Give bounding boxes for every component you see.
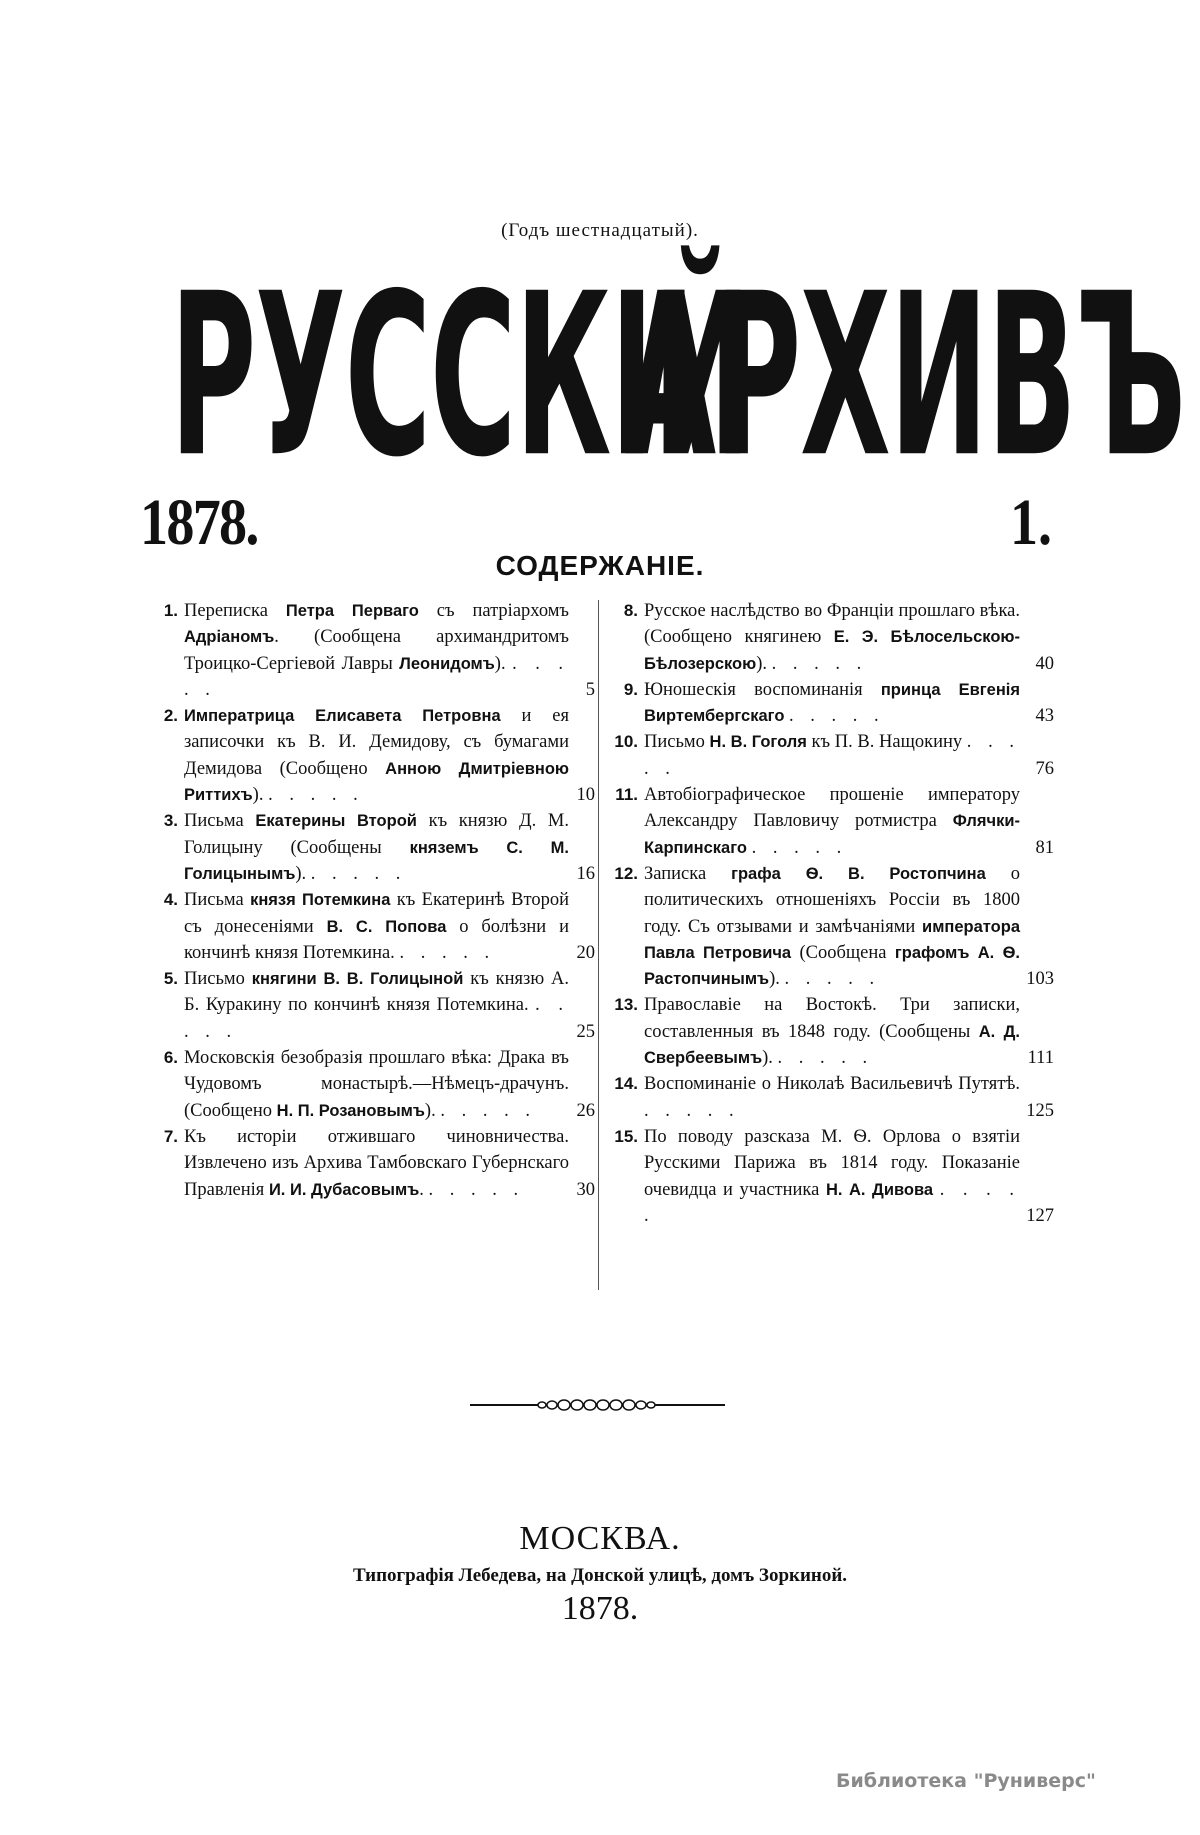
toc-entry xyxy=(150,703,595,808)
imprint-year: 1878. xyxy=(561,1590,639,1627)
toc-entry-page: 40 xyxy=(1035,653,1054,674)
toc-entry-page: 111 xyxy=(1027,1048,1054,1069)
toc-entry-title: Православіе на Востокѣ. Три записки, составленныя въ 1848 году. (Сообщены А. Д. Свербеевымъ). . . . . . xyxy=(644,995,1020,1069)
toc-entry xyxy=(150,1124,595,1203)
toc-entry-number: 5. xyxy=(163,969,178,989)
toc-entry-title: Юношескія воспоминанія принца Евгенія Виртембергскаго . . . . . xyxy=(644,679,1021,727)
masthead-word-1: РУССКІЙ xyxy=(170,245,751,507)
toc-entry-page: 20 xyxy=(576,942,595,963)
toc-entry-page: 81 xyxy=(1035,837,1054,858)
toc-entry xyxy=(606,1071,1054,1124)
toc-entry-number: 10. xyxy=(614,732,638,752)
ornament-divider xyxy=(470,1398,725,1412)
toc-entry xyxy=(606,677,1054,730)
toc-entry-page: 5 xyxy=(585,679,595,700)
toc-entry-number: 3. xyxy=(163,811,178,831)
toc-entry-title: Записка графа Ѳ. В. Ростопчина о политическихъ отношеніяхъ Россіи въ 1800 году. Съ отзывами и замѣчаніями императора Павла Петровича (Сообщена графомъ А. Ѳ. Растопчинымъ). . . . . . xyxy=(644,863,1021,990)
toc-entry-title: Автобіографическое прошеніе императору Александру Павловичу ротмистра Флячки-Карпинскаго . . . . . xyxy=(644,785,1020,858)
toc-entry-page: 43 xyxy=(1035,706,1054,727)
masthead-title xyxy=(170,245,1185,507)
toc-entry xyxy=(606,598,1054,677)
toc-entry xyxy=(606,992,1054,1071)
toc-entry-page: 103 xyxy=(1026,969,1054,990)
toc-right-column xyxy=(606,598,1054,1229)
toc-entry xyxy=(150,808,595,887)
toc-entry xyxy=(150,966,595,1045)
toc-entry-number: 9. xyxy=(623,679,638,699)
masthead-word-2: АРХИВЪ xyxy=(625,245,1185,507)
toc-entry-title: Русское наслѣдство во Франціи прошлаго вѣка. (Сообщено княгинею Е. Э. Бѣлосельскою-Бѣлозерскою). . . . . . xyxy=(644,601,1020,674)
toc-entry-title: Воспоминаніе о Николаѣ Васильевичѣ Путятѣ. . . . . . xyxy=(644,1074,1020,1121)
toc-entry-number: 12. xyxy=(614,863,638,883)
toc-entry-page: 30 xyxy=(576,1179,595,1200)
year-line: (Годъ шестнадцатый). xyxy=(501,220,699,241)
toc-entry-title: Московскія безобразія прошлаго вѣка: Драка въ Чудовомъ монастырѣ.—Нѣмецъ-драчунъ. (Сообщено Н. П. Розановымъ). . . . . . xyxy=(184,1048,569,1121)
toc-entry-title: Письмо Н. В. Гоголя къ П. В. Нащокину . . . . . xyxy=(644,732,1021,779)
toc-entry-page: 16 xyxy=(576,863,595,884)
toc-entry-number: 2. xyxy=(163,706,178,726)
toc-entry-title: По поводу разсказа М. Ѳ. Орлова о взятіи Русскими Парижа въ 1814 году. Показаніе очевидца и участника Н. А. Дивова . . . . . xyxy=(644,1126,1020,1226)
imprint-city: МОСКВА. xyxy=(519,1520,681,1557)
toc-entry-title: Къ исторіи отжившаго чиновничества. Извлечено изъ Архива Тамбовскаго Губернскаго Правленія И. И. Дубасовымъ. . . . . . xyxy=(184,1126,569,1200)
toc-entry-number: 8. xyxy=(623,601,638,620)
toc-entry-page: 25 xyxy=(576,1021,595,1042)
column-divider xyxy=(598,600,599,1290)
toc-entry xyxy=(606,729,1054,782)
issue-number: 1. xyxy=(1010,486,1053,559)
contents-title: СОДЕРЖАНІЕ. xyxy=(495,550,705,581)
toc-entry-page: 76 xyxy=(1035,758,1054,779)
toc-entry xyxy=(606,782,1054,861)
toc-entry-title: Письмо княгини В. В. Голицыной къ князю А. Б. Куракину по кончинѣ князя Потемкина. . . . . . xyxy=(184,969,570,1042)
toc-entry-title: Письма Екатерины Второй къ князю Д. М. Голицыну (Сообщены княземъ С. М. Голицынымъ). . . . . . xyxy=(184,811,570,884)
toc-entry xyxy=(150,598,595,703)
toc-entry-number: 14. xyxy=(614,1074,638,1094)
toc-entry-title: Императрица Елисавета Петровна и ея записочки къ В. И. Демидову, съ бумагами Демидова (Сообщено Анною Дмитріевною Риттихъ). . . . . . xyxy=(184,706,569,806)
toc-entry-number: 6. xyxy=(163,1048,178,1068)
toc-entry xyxy=(150,887,595,966)
toc-entry-page: 10 xyxy=(576,785,595,806)
toc-entry-title: Письма князя Потемкина къ Екатеринѣ Второй съ донесеніями В. С. Попова о болѣзни и кончинѣ князя Потемкина. . . . . . xyxy=(184,890,569,963)
toc-entry-page: 125 xyxy=(1026,1100,1054,1121)
toc-entry-number: 11. xyxy=(615,785,638,805)
toc-entry xyxy=(150,1045,595,1124)
toc-entry xyxy=(606,861,1054,992)
toc-entry-title: Переписка Петра Перваго съ патріархомъ Адріаномъ. (Сообщена архимандритомъ Троицко-Сергіевой Лавры Леонидомъ). . . . . . xyxy=(184,601,569,700)
toc-entry-number: 1. xyxy=(163,601,178,620)
toc-entry-page: 127 xyxy=(1026,1205,1054,1226)
toc-entry xyxy=(606,1124,1054,1229)
issue-year: 1878. xyxy=(140,486,258,559)
library-watermark: Библиотека "Руниверс" xyxy=(836,1770,1096,1792)
toc-entry-number: 4. xyxy=(163,890,178,910)
toc-entry-number: 7. xyxy=(163,1126,178,1146)
toc-entry-number: 13. xyxy=(614,995,638,1015)
toc-entry-page: 26 xyxy=(576,1100,595,1121)
toc-entry-number: 15. xyxy=(614,1126,638,1146)
toc-left-column xyxy=(150,598,595,1203)
imprint-press: Типографія Лебедева, на Донской улицѣ, домъ Зоркиной. xyxy=(352,1565,848,1586)
